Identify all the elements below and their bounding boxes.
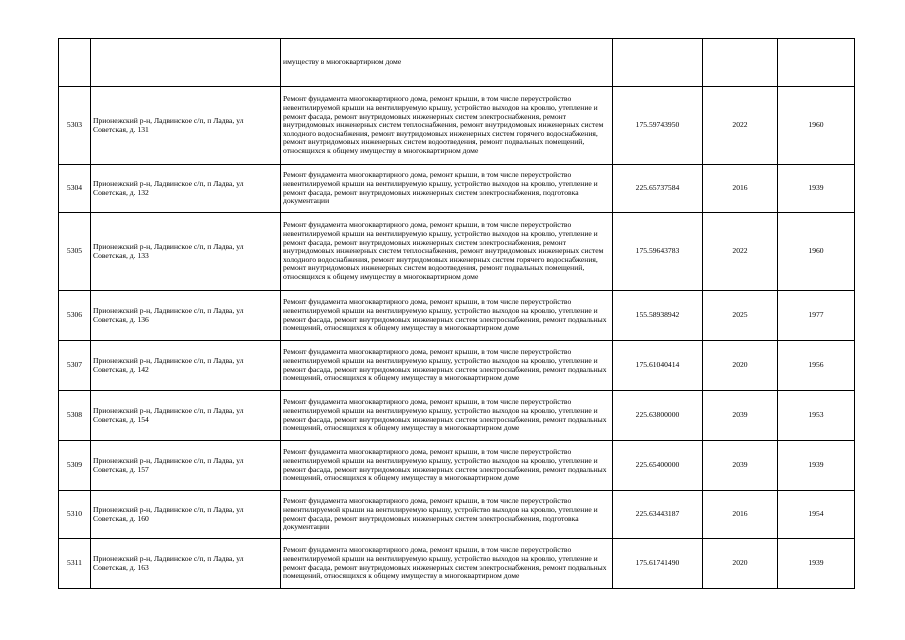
table-row — [59, 341, 855, 391]
cost-cell: 225.63800000 — [613, 391, 703, 441]
table-row — [59, 441, 855, 491]
row-number: 5308 — [59, 391, 91, 441]
address-cell: Прионежский р-н, Ладвинское с/п, п Ладва, ул Советская, д. 136 — [91, 291, 281, 341]
address-cell: Прионежский р-н, Ладвинское с/п, п Ладва, ул Советская, д. 133 — [91, 213, 281, 291]
address-cell: Прионежский р-н, Ладвинское с/п, п Ладва, ул Советская, д. 160 — [91, 491, 281, 539]
planned-year-cell: 2025 — [703, 291, 778, 341]
build-year-cell — [778, 39, 855, 87]
table-row — [59, 539, 855, 589]
cost-cell: 155.58938942 — [613, 291, 703, 341]
works-cell: Ремонт фундамента многоквартирного дома, ремонт крыши, в том числе переустройство невентилируемой крыши на вентилируемую крышу, устройство выходов на кровлю, утепление и ремонт фасада, ремонт внутридомовых инженерных систем электроснабжения, ремонт внутридомовых инженерных систем теплоснабжения, ремонт внутридомовых инженерных систем холодного водоснабжения, ремонт внутридомовых инженерных систем горячего водоснабжения, ремонт внутридомовых инженерных систем водоотведения, ремонт подвальных помещений, относящихся к общему имуществу в многоквартирном доме — [281, 87, 613, 165]
works-cell: имуществу в многоквартирном доме — [281, 39, 613, 87]
address-cell: Прионежский р-н, Ладвинское с/п, п Ладва, ул Советская, д. 154 — [91, 391, 281, 441]
works-cell: Ремонт фундамента многоквартирного дома, ремонт крыши, в том числе переустройство невентилируемой крыши на вентилируемую крышу, устройство выходов на кровлю, утепление и ремонт фасада, ремонт внутридомовых инженерных систем электроснабжения, ремонт подвальных помещений, относящихся к общему имуществу в многоквартирном доме — [281, 539, 613, 589]
row-number: 5305 — [59, 213, 91, 291]
works-cell: Ремонт фундамента многоквартирного дома, ремонт крыши, в том числе переустройство невентилируемой крыши на вентилируемую крышу, устройство выходов на кровлю, утепление и ремонт фасада, ремонт внутридомовых инженерных систем электроснабжения, подготовка документации — [281, 491, 613, 539]
build-year-cell: 1960 — [778, 213, 855, 291]
row-number: 5306 — [59, 291, 91, 341]
works-cell: Ремонт фундамента многоквартирного дома, ремонт крыши, в том числе переустройство невентилируемой крыши на вентилируемую крышу, устройство выходов на кровлю, утепление и ремонт фасада, ремонт внутридомовых инженерных систем электроснабжения, ремонт подвальных помещений, относящихся к общему имуществу в многоквартирном доме — [281, 441, 613, 491]
cost-cell: 175.59743950 — [613, 87, 703, 165]
address-cell — [91, 39, 281, 87]
row-number: 5304 — [59, 165, 91, 213]
table-row — [59, 391, 855, 441]
cost-cell: 175.61741490 — [613, 539, 703, 589]
build-year-cell: 1939 — [778, 165, 855, 213]
repair-program-table — [58, 38, 855, 589]
planned-year-cell: 2039 — [703, 441, 778, 491]
works-cell: Ремонт фундамента многоквартирного дома, ремонт крыши, в том числе переустройство невентилируемой крыши на вентилируемую крышу, устройство выходов на кровлю, утепление и ремонт фасада, ремонт внутридомовых инженерных систем электроснабжения, ремонт подвальных помещений, относящихся к общему имуществу в многоквартирном доме — [281, 341, 613, 391]
table-row — [59, 491, 855, 539]
cost-cell: 225.65737584 — [613, 165, 703, 213]
works-cell: Ремонт фундамента многоквартирного дома, ремонт крыши, в том числе переустройство невентилируемой крыши на вентилируемую крышу, устройство выходов на кровлю, утепление и ремонт фасада, ремонт внутридомовых инженерных систем электроснабжения, подготовка документации — [281, 165, 613, 213]
planned-year-cell: 2022 — [703, 87, 778, 165]
address-cell: Прионежский р-н, Ладвинское с/п, п Ладва, ул Советская, д. 142 — [91, 341, 281, 391]
row-number: 5309 — [59, 441, 91, 491]
address-cell: Прионежский р-н, Ладвинское с/п, п Ладва, ул Советская, д. 157 — [91, 441, 281, 491]
table-row — [59, 213, 855, 291]
table-row — [59, 87, 855, 165]
cost-cell: 225.65400000 — [613, 441, 703, 491]
build-year-cell: 1953 — [778, 391, 855, 441]
build-year-cell: 1977 — [778, 291, 855, 341]
build-year-cell: 1954 — [778, 491, 855, 539]
row-number: 5310 — [59, 491, 91, 539]
table-row — [59, 291, 855, 341]
table-row — [59, 165, 855, 213]
works-cell: Ремонт фундамента многоквартирного дома, ремонт крыши, в том числе переустройство невентилируемой крыши на вентилируемую крышу, устройство выходов на кровлю, утепление и ремонт фасада, ремонт внутридомовых инженерных систем электроснабжения, ремонт внутридомовых инженерных систем теплоснабжения, ремонт внутридомовых инженерных систем холодного водоснабжения, ремонт внутридомовых инженерных систем горячего водоснабжения, ремонт внутридомовых инженерных систем водоотведения, ремонт подвальных помещений, относящихся к общему имуществу в многоквартирном доме — [281, 213, 613, 291]
row-number: 5307 — [59, 341, 91, 391]
build-year-cell: 1939 — [778, 539, 855, 589]
planned-year-cell: 2016 — [703, 491, 778, 539]
planned-year-cell: 2022 — [703, 213, 778, 291]
cost-cell — [613, 39, 703, 87]
row-number: 5311 — [59, 539, 91, 589]
build-year-cell: 1956 — [778, 341, 855, 391]
planned-year-cell: 2020 — [703, 341, 778, 391]
row-number: 5303 — [59, 87, 91, 165]
cost-cell: 175.59643783 — [613, 213, 703, 291]
row-number — [59, 39, 91, 87]
planned-year-cell: 2016 — [703, 165, 778, 213]
works-cell: Ремонт фундамента многоквартирного дома, ремонт крыши, в том числе переустройство невентилируемой крыши на вентилируемую крышу, устройство выходов на кровлю, утепление и ремонт фасада, ремонт внутридомовых инженерных систем электроснабжения, ремонт подвальных помещений, относящихся к общему имуществу в многоквартирном доме — [281, 291, 613, 341]
cost-cell: 175.61040414 — [613, 341, 703, 391]
address-cell: Прионежский р-н, Ладвинское с/п, п Ладва, ул Советская, д. 163 — [91, 539, 281, 589]
address-cell: Прионежский р-н, Ладвинское с/п, п Ладва, ул Советская, д. 132 — [91, 165, 281, 213]
planned-year-cell — [703, 39, 778, 87]
planned-year-cell: 2039 — [703, 391, 778, 441]
table-row — [59, 39, 855, 87]
planned-year-cell: 2020 — [703, 539, 778, 589]
works-cell: Ремонт фундамента многоквартирного дома, ремонт крыши, в том числе переустройство невентилируемой крыши на вентилируемую крышу, устройство выходов на кровлю, утепление и ремонт фасада, ремонт внутридомовых инженерных систем электроснабжения, ремонт подвальных помещений, относящихся к общему имуществу в многоквартирном доме — [281, 391, 613, 441]
address-cell: Прионежский р-н, Ладвинское с/п, п Ладва, ул Советская, д. 131 — [91, 87, 281, 165]
build-year-cell: 1939 — [778, 441, 855, 491]
cost-cell: 225.63443187 — [613, 491, 703, 539]
build-year-cell: 1960 — [778, 87, 855, 165]
